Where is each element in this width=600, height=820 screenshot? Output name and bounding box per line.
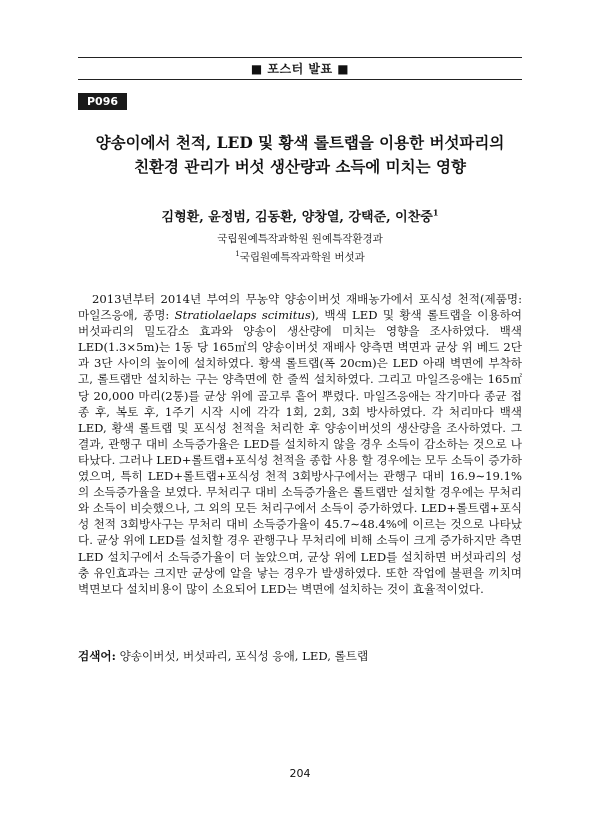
page-number: 204: [289, 767, 311, 780]
affiliation-2-mark: 1: [235, 250, 240, 258]
affiliations: [60, 232, 540, 266]
abstract-text-2: ), 백색 LED 및 황색 롤트랩을 이용하여 버섯파리의 밀도감소 효과와 양송이 생산량에 미치는 영향을 조사하였다. 백색 LED(1.3×5m)는 1동 당 165㎡의 양송이버섯 재배사 양측면 벽면과 균상 위 베드 2단과 3단 사이의 높이에 설치하였다. 황색 롤트랩(폭 20cm)은 LED 아래 벽면에 부착하고, 롤트랩만 설치하는 구는 양측면에 한 줄씩 설치하였다. 그리고 마일즈응애는 165㎡ 당 20,000 마리(2통)를 균상 위에 골고루 흩어 뿌렸다. 마일즈응애는 작기마다 종균 접종 후, 복토 후, 1주기 시작 시에 각각 1회, 2회, 3회 방사하였다. 각 처리마다 백색 LED, 황색 롤트랩 및 포식성 천적을 처리한 후 양송이버섯의 생산량을 조사하였다. 그 결과, 관행구 대비 소득증가율은 LED를 설치하지 않을 경우 소득이 감소하는 것으로 나타났다. 그러나 LED+롤트랩+포식성 천적을 종합 사용 할 경우에는 모두 소득이 증가하였으며, 특히 LED+롤트랩+포식성 천적 3회방사구에서는 관행구 대비 16.9∼19.1%의 소득증가율을 보였다. 무처리구 대비 소득증가율은 롤트랩만 설치할 경우에는 무처리와 소득이 비슷했으나, 그 외의 모든 처리구에서 소득이 증가하였다. LED+롤트랩+포식성 천적 3회방사구는 무처리 대비 소득증가율이 45.7∼48.4%에 이르는 것으로 나타났다. 균상 위에 LED를 설치할 경우 관행구나 무처리에 비해 소득이 크게 증가하지만 측면 LED 설치구에서 소득증가율이 더 높았으며, 균상 위에 LED를 설치하면 버섯파리의 성충 유인효과는 크지만 균상에 알을 낳는 경우가 발생하였다. 또한 작업에 불편을 끼치며 벽면보다 설치비용이 많이 소요되어 LED는 벽면에 설치하는 것이 효율적이었다.: [78, 308, 522, 596]
keywords-label: 검색어:: [78, 649, 116, 663]
title-line-1: 양송이에서 천적, LED 및 황색 롤트랩을 이용한 버섯파리의: [95, 133, 505, 152]
header-bottom-rule: [78, 79, 522, 80]
author-names: 김형환, 윤정범, 김동환, 양창열, 강택준, 이찬중: [161, 210, 433, 225]
poster-code-badge: P096: [78, 93, 127, 110]
title-line-2: 친환경 관리가 버섯 생산량과 소득에 미치는 영향: [134, 157, 466, 176]
abstract-text-1: 2013년부터 2014년 부여의 무농약 양송이버섯 재배농가에서 포식성 천적(제품명: 마일즈응애, 종명:: [78, 292, 522, 323]
section-header: ■ 포스터 발표 ■: [250, 62, 350, 76]
affiliation-2-text: 국립원예특작과학원 버섯과: [239, 251, 365, 264]
author-affiliation-mark: 1: [432, 207, 439, 218]
species-name: Stratiolaelaps scimitus: [174, 308, 311, 323]
keywords: [78, 648, 522, 664]
affiliation-1: 국립원예특작과학원 원예특작환경과: [217, 233, 383, 245]
affiliation-2: [60, 247, 540, 266]
paper-title: [60, 131, 540, 179]
keywords-terms: 양송이버섯, 버섯파리, 포식성 응애, LED, 롤트랩: [119, 649, 369, 663]
header-top-rule: [78, 57, 522, 58]
abstract-body: [78, 291, 522, 597]
author-list: [60, 206, 540, 225]
